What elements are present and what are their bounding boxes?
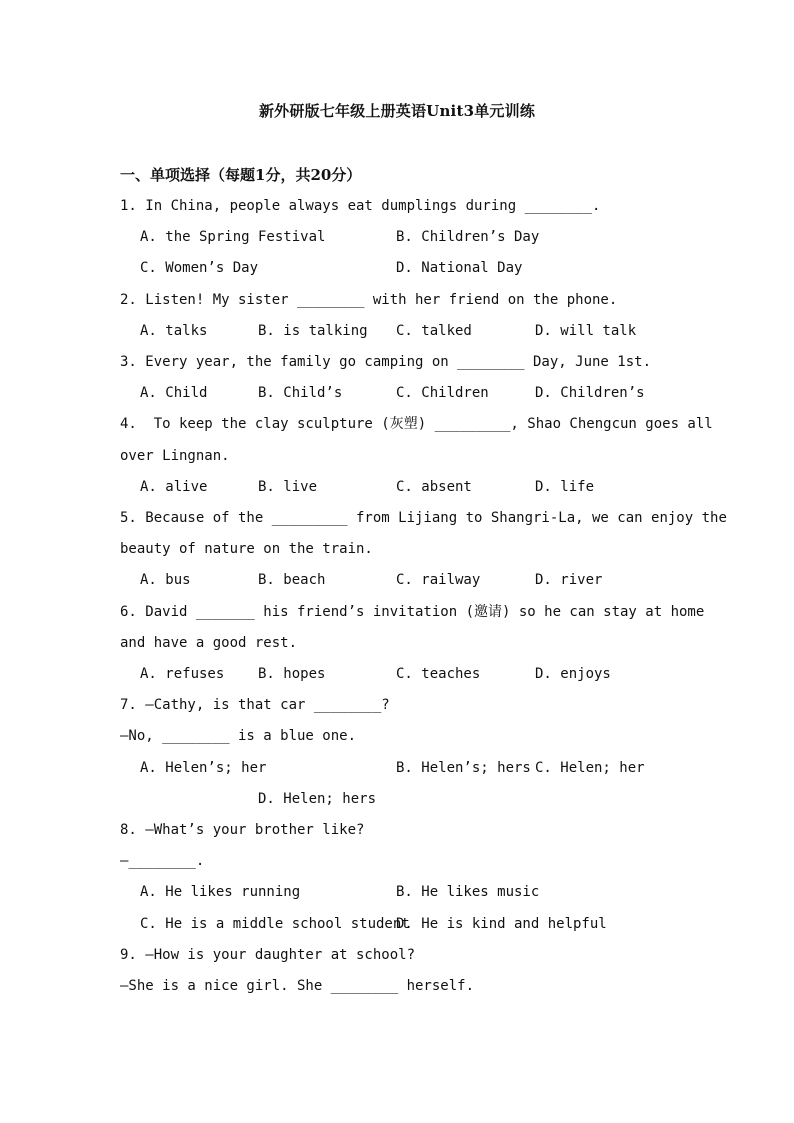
question-7-option-d: D. Helen; hers	[258, 791, 377, 807]
question-6-option-a: A. refuses	[140, 666, 225, 682]
question-6-option-d: D. enjoys	[535, 666, 611, 682]
question-6-stem-cont: and have a good rest.	[120, 635, 298, 651]
question-5-option-d: D. river	[535, 572, 603, 588]
question-5-option-c: C. railway	[396, 572, 481, 588]
question-5-option-b: B. beach	[258, 572, 326, 588]
question-4-option-a: A. alive	[140, 479, 208, 495]
question-8-option-b: B. He likes music	[396, 884, 540, 900]
question-3-option-b: B. Child’s	[258, 385, 343, 401]
question-5-option-a: A. bus	[140, 572, 191, 588]
question-2-option-d: D. will talk	[535, 323, 637, 339]
question-8-option-c: C. He is a middle school student	[140, 916, 410, 932]
question-6-option-c: C. teaches	[396, 666, 481, 682]
question-3-option-c: C. Children	[396, 385, 489, 401]
question-7-option-b: B. Helen’s; hers	[396, 760, 531, 776]
question-1-option-b: B. Children’s Day	[396, 229, 540, 245]
question-6-option-b: B. hopes	[258, 666, 326, 682]
question-1-option-c: C. Women’s Day	[140, 260, 259, 276]
question-4-option-c: C. absent	[396, 479, 472, 495]
question-2-option-b: B. is talking	[258, 323, 368, 339]
section-heading: 一、单项选择（每题1分，共20分）	[120, 166, 362, 184]
question-4-option-b: B. live	[258, 479, 318, 495]
question-1-option-d: D. National Day	[396, 260, 523, 276]
question-1-option-a: A. the Spring Festival	[140, 229, 326, 245]
question-7-option-a: A. Helen’s; her	[140, 760, 267, 776]
question-2-stem: 2. Listen! My sister ________ with her friend on the phone.	[120, 292, 618, 308]
question-7-stem-cont: —No, ________ is a blue one.	[120, 728, 357, 744]
question-1-stem: 1. In China, people always eat dumplings during ________.	[120, 198, 601, 214]
question-8-option-d: D. He is kind and helpful	[396, 916, 607, 932]
question-5-stem: 5. Because of the _________ from Lijiang to Shangri-La, we can enjoy the	[120, 510, 727, 526]
question-3-option-d: D. Children’s	[535, 385, 645, 401]
question-9-stem-cont: —She is a nice girl. She ________ herself.	[120, 978, 475, 994]
question-8-stem-cont: —________.	[120, 853, 205, 869]
question-4-stem-cont: over Lingnan.	[120, 448, 230, 464]
question-4-stem: 4. To keep the clay sculpture (灰塑) _________, Shao Chengcun goes all	[120, 416, 713, 432]
question-8-option-a: A. He likes running	[140, 884, 301, 900]
question-4-option-d: D. life	[535, 479, 595, 495]
document-title: 新外研版七年级上册英语Unit3单元训练	[258, 102, 536, 120]
question-2-option-a: A. talks	[140, 323, 208, 339]
question-3-stem: 3. Every year, the family go camping on ________ Day, June 1st.	[120, 354, 652, 370]
question-6-stem: 6. David _______ his friend’s invitation (邀请) so he can stay at home	[120, 604, 705, 620]
question-5-stem-cont: beauty of nature on the train.	[120, 541, 373, 557]
question-3-option-a: A. Child	[140, 385, 208, 401]
question-8-stem: 8. —What’s your brother like?	[120, 822, 365, 838]
question-7-option-c: C. Helen; her	[535, 760, 645, 776]
question-2-option-c: C. talked	[396, 323, 472, 339]
question-7-stem: 7. —Cathy, is that car ________?	[120, 697, 390, 713]
question-9-stem: 9. —How is your daughter at school?	[120, 947, 416, 963]
